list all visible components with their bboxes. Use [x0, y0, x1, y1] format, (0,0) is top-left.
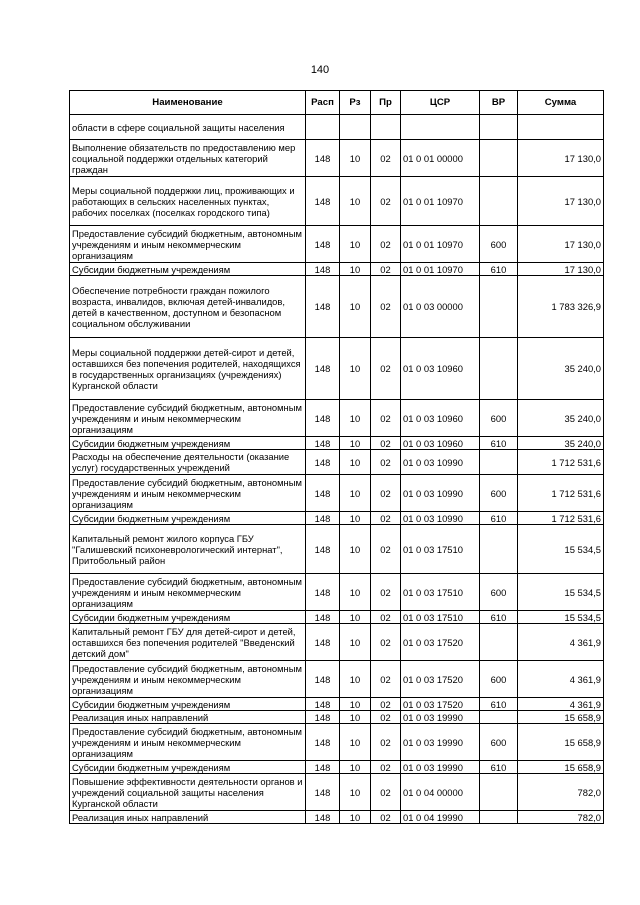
- cell-pr: 02: [371, 450, 401, 475]
- cell-sum: [518, 115, 604, 140]
- cell-sum: 4 361,9: [518, 661, 604, 698]
- cell-pr: 02: [371, 140, 401, 177]
- cell-name: Субсидии бюджетным учреждениям: [70, 512, 306, 525]
- cell-vr: [480, 711, 518, 724]
- cell-vr: [480, 177, 518, 226]
- cell-pr: 02: [371, 811, 401, 824]
- cell-rasp: 148: [306, 624, 340, 661]
- cell-sum: 15 534,5: [518, 574, 604, 611]
- cell-vr: 600: [480, 724, 518, 761]
- cell-rasp: 148: [306, 475, 340, 512]
- table-row: [70, 661, 604, 698]
- cell-csr: 01 0 04 19990: [401, 811, 480, 824]
- cell-name: Предоставление субсидий бюджетным, автономным учреждениям и иным некоммерческим организациям: [70, 661, 306, 698]
- cell-rz: 10: [340, 774, 371, 811]
- cell-csr: 01 0 03 19990: [401, 761, 480, 774]
- col-header-rz: Рз: [340, 91, 371, 115]
- cell-name: Предоставление субсидий бюджетным, автономным учреждениям и иным некоммерческим организациям: [70, 400, 306, 437]
- cell-rz: 10: [340, 724, 371, 761]
- table-row: [70, 698, 604, 711]
- cell-name: Предоставление субсидий бюджетным, автономным учреждениям и иным некоммерческим организациям: [70, 226, 306, 263]
- cell-pr: 02: [371, 276, 401, 338]
- cell-sum: 1 712 531,6: [518, 475, 604, 512]
- cell-rasp: 148: [306, 698, 340, 711]
- cell-name: Субсидии бюджетным учреждениям: [70, 698, 306, 711]
- table-row: [70, 437, 604, 450]
- col-header-sum: Сумма: [518, 91, 604, 115]
- cell-csr: 01 0 03 10960: [401, 400, 480, 437]
- cell-name: Повышение эффективности деятельности органов и учреждений социальной защиты населения Курганской области: [70, 774, 306, 811]
- cell-rz: 10: [340, 475, 371, 512]
- cell-vr: 600: [480, 475, 518, 512]
- cell-vr: 610: [480, 512, 518, 525]
- table-header-row: [70, 91, 604, 115]
- cell-csr: 01 0 03 17510: [401, 611, 480, 624]
- cell-rasp: 148: [306, 226, 340, 263]
- cell-name: Субсидии бюджетным учреждениям: [70, 611, 306, 624]
- cell-rasp: 148: [306, 140, 340, 177]
- cell-rz: 10: [340, 811, 371, 824]
- cell-sum: 15 534,5: [518, 611, 604, 624]
- cell-rz: 10: [340, 276, 371, 338]
- cell-vr: [480, 811, 518, 824]
- cell-csr: 01 0 03 10960: [401, 338, 480, 400]
- cell-csr: 01 0 03 10990: [401, 512, 480, 525]
- cell-csr: 01 0 03 10960: [401, 437, 480, 450]
- cell-rz: 10: [340, 525, 371, 574]
- cell-rz: 10: [340, 226, 371, 263]
- cell-csr: 01 0 03 19990: [401, 711, 480, 724]
- cell-vr: [480, 450, 518, 475]
- cell-name: Обеспечение потребности граждан пожилого возраста, инвалидов, включая детей-инвалидов, детей в качественном, доступном и безопасном социальном обслуживании: [70, 276, 306, 338]
- cell-rz: 10: [340, 263, 371, 276]
- cell-sum: 4 361,9: [518, 624, 604, 661]
- cell-name: Реализация иных направлений: [70, 811, 306, 824]
- cell-sum: 35 240,0: [518, 400, 604, 437]
- cell-rz: 10: [340, 512, 371, 525]
- cell-vr: [480, 624, 518, 661]
- cell-pr: 02: [371, 761, 401, 774]
- cell-vr: 600: [480, 574, 518, 611]
- cell-sum: 17 130,0: [518, 263, 604, 276]
- cell-rz: 10: [340, 661, 371, 698]
- col-header-csr: ЦСР: [401, 91, 480, 115]
- cell-sum: 1 712 531,6: [518, 450, 604, 475]
- cell-vr: 610: [480, 611, 518, 624]
- page-number: 140: [310, 64, 330, 76]
- cell-rasp: 148: [306, 661, 340, 698]
- table-row: [70, 276, 604, 338]
- cell-pr: 02: [371, 177, 401, 226]
- cell-rz: 10: [340, 698, 371, 711]
- cell-name: Предоставление субсидий бюджетным, автономным учреждениям и иным некоммерческим организациям: [70, 574, 306, 611]
- table-row: [70, 263, 604, 276]
- table-row: [70, 574, 604, 611]
- col-header-vr: ВР: [480, 91, 518, 115]
- cell-sum: 782,0: [518, 811, 604, 824]
- cell-rasp: 148: [306, 525, 340, 574]
- cell-name: Предоставление субсидий бюджетным, автономным учреждениям и иным некоммерческим организациям: [70, 475, 306, 512]
- cell-csr: 01 0 03 10990: [401, 450, 480, 475]
- cell-rasp: 148: [306, 724, 340, 761]
- cell-rz: [340, 115, 371, 140]
- cell-name: Капитальный ремонт жилого корпуса ГБУ "Галишевский психоневрологический интернат", Притобольный район: [70, 525, 306, 574]
- cell-rasp: 148: [306, 512, 340, 525]
- table-row: [70, 611, 604, 624]
- cell-sum: 1 712 531,6: [518, 512, 604, 525]
- cell-csr: 01 0 03 17520: [401, 661, 480, 698]
- cell-pr: 02: [371, 624, 401, 661]
- cell-name: Реализация иных направлений: [70, 711, 306, 724]
- cell-rz: 10: [340, 437, 371, 450]
- table-row: [70, 140, 604, 177]
- table-row: [70, 774, 604, 811]
- cell-pr: 02: [371, 512, 401, 525]
- cell-pr: 02: [371, 611, 401, 624]
- table-row: [70, 761, 604, 774]
- cell-pr: 02: [371, 661, 401, 698]
- cell-vr: 610: [480, 437, 518, 450]
- cell-sum: 1 783 326,9: [518, 276, 604, 338]
- cell-csr: 01 0 03 17520: [401, 698, 480, 711]
- cell-csr: [401, 115, 480, 140]
- cell-csr: 01 0 03 17520: [401, 624, 480, 661]
- cell-name: Предоставление субсидий бюджетным, автономным учреждениям и иным некоммерческим организациям: [70, 724, 306, 761]
- cell-name: Расходы на обеспечение деятельности (оказание услуг) государственных учреждений: [70, 450, 306, 475]
- table-row: [70, 475, 604, 512]
- cell-sum: 17 130,0: [518, 226, 604, 263]
- table-row: [70, 711, 604, 724]
- cell-csr: 01 0 01 00000: [401, 140, 480, 177]
- cell-sum: 35 240,0: [518, 437, 604, 450]
- cell-rasp: 148: [306, 437, 340, 450]
- table-row: [70, 811, 604, 824]
- cell-csr: 01 0 01 10970: [401, 226, 480, 263]
- table-row: [70, 525, 604, 574]
- cell-csr: 01 0 01 10970: [401, 177, 480, 226]
- table-row: [70, 177, 604, 226]
- table-row: [70, 450, 604, 475]
- cell-rasp: 148: [306, 338, 340, 400]
- cell-vr: [480, 140, 518, 177]
- cell-sum: 17 130,0: [518, 177, 604, 226]
- table-row: [70, 400, 604, 437]
- cell-vr: [480, 525, 518, 574]
- cell-rasp: 148: [306, 574, 340, 611]
- cell-pr: 02: [371, 437, 401, 450]
- cell-sum: 15 658,9: [518, 711, 604, 724]
- cell-pr: [371, 115, 401, 140]
- budget-table: [69, 90, 604, 824]
- cell-name: Субсидии бюджетным учреждениям: [70, 761, 306, 774]
- cell-name: области в сфере социальной защиты населения: [70, 115, 306, 140]
- cell-rz: 10: [340, 338, 371, 400]
- cell-rz: 10: [340, 400, 371, 437]
- cell-pr: 02: [371, 263, 401, 276]
- cell-vr: [480, 115, 518, 140]
- cell-sum: 782,0: [518, 774, 604, 811]
- cell-sum: 15 534,5: [518, 525, 604, 574]
- table-row: [70, 512, 604, 525]
- cell-rasp: 148: [306, 450, 340, 475]
- cell-name: Субсидии бюджетным учреждениям: [70, 263, 306, 276]
- cell-name: Меры социальной поддержки детей-сирот и детей, оставшихся без попечения родителей, находящихся в государственных организациях (учреждениях) Курганской области: [70, 338, 306, 400]
- cell-rasp: 148: [306, 263, 340, 276]
- cell-pr: 02: [371, 724, 401, 761]
- cell-vr: 600: [480, 400, 518, 437]
- cell-csr: 01 0 01 10970: [401, 263, 480, 276]
- cell-pr: 02: [371, 226, 401, 263]
- cell-vr: [480, 276, 518, 338]
- cell-rz: 10: [340, 761, 371, 774]
- cell-pr: 02: [371, 698, 401, 711]
- cell-pr: 02: [371, 774, 401, 811]
- cell-vr: [480, 774, 518, 811]
- cell-name: Капитальный ремонт ГБУ для детей-сирот и детей, оставшихся без попечения родителей "Введенский детский дом": [70, 624, 306, 661]
- cell-pr: 02: [371, 711, 401, 724]
- cell-pr: 02: [371, 475, 401, 512]
- cell-rz: 10: [340, 177, 371, 226]
- cell-rasp: 148: [306, 400, 340, 437]
- cell-sum: 35 240,0: [518, 338, 604, 400]
- cell-rasp: 148: [306, 177, 340, 226]
- cell-vr: 600: [480, 661, 518, 698]
- cell-rasp: 148: [306, 276, 340, 338]
- cell-vr: [480, 338, 518, 400]
- table-row: [70, 624, 604, 661]
- cell-vr: 600: [480, 226, 518, 263]
- cell-rasp: [306, 115, 340, 140]
- cell-vr: 610: [480, 698, 518, 711]
- table-row: [70, 338, 604, 400]
- cell-rz: 10: [340, 140, 371, 177]
- cell-name: Выполнение обязательств по предоставлению мер социальной поддержки отдельных категорий граждан: [70, 140, 306, 177]
- cell-csr: 01 0 03 10990: [401, 475, 480, 512]
- cell-sum: 17 130,0: [518, 140, 604, 177]
- cell-pr: 02: [371, 574, 401, 611]
- table-row: [70, 724, 604, 761]
- cell-rasp: 148: [306, 761, 340, 774]
- cell-rz: 10: [340, 611, 371, 624]
- table-row: [70, 226, 604, 263]
- cell-rasp: 148: [306, 811, 340, 824]
- cell-csr: 01 0 03 17510: [401, 525, 480, 574]
- cell-csr: 01 0 04 00000: [401, 774, 480, 811]
- cell-pr: 02: [371, 338, 401, 400]
- cell-vr: 610: [480, 761, 518, 774]
- col-header-pr: Пр: [371, 91, 401, 115]
- cell-rz: 10: [340, 624, 371, 661]
- cell-rasp: 148: [306, 611, 340, 624]
- cell-name: Меры социальной поддержки лиц, проживающих и работающих в сельских населенных пунктах, рабочих поселках (поселках городского типа): [70, 177, 306, 226]
- table-row: [70, 115, 604, 140]
- cell-sum: 15 658,9: [518, 724, 604, 761]
- cell-rz: 10: [340, 574, 371, 611]
- cell-rz: 10: [340, 450, 371, 475]
- cell-sum: 4 361,9: [518, 698, 604, 711]
- cell-rasp: 148: [306, 774, 340, 811]
- cell-pr: 02: [371, 400, 401, 437]
- cell-rz: 10: [340, 711, 371, 724]
- cell-sum: 15 658,9: [518, 761, 604, 774]
- col-header-rasp: Расп: [306, 91, 340, 115]
- cell-pr: 02: [371, 525, 401, 574]
- cell-rasp: 148: [306, 711, 340, 724]
- cell-csr: 01 0 03 17510: [401, 574, 480, 611]
- cell-name: Субсидии бюджетным учреждениям: [70, 437, 306, 450]
- cell-csr: 01 0 03 19990: [401, 724, 480, 761]
- table-body: [70, 115, 604, 824]
- cell-vr: 610: [480, 263, 518, 276]
- cell-csr: 01 0 03 00000: [401, 276, 480, 338]
- col-header-name: Наименование: [70, 91, 306, 115]
